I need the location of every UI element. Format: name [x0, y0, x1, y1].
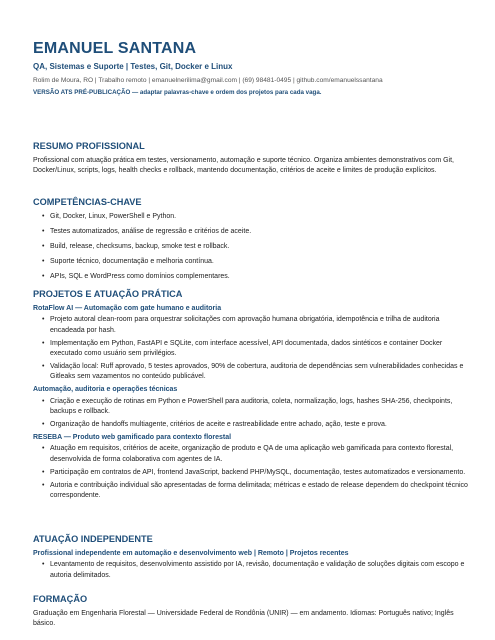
candidate-tagline: QA, Sistemas e Suporte | Testes, Git, Docker e Linux	[33, 62, 233, 71]
skill-item: • Git, Docker, Linux, PowerShell e Python.	[33, 212, 469, 222]
project-name: RotaFlow AI — Automação com gate humano e auditoria	[33, 305, 222, 312]
resume-content	[33, 39, 469, 628]
independent-bullet: • Levantamento de requisitos, desenvolvimento assistido por IA, revisão, documentação e validação de soluções digitais com escopo e autoria delimitados.	[33, 560, 469, 581]
project-name: Automação, auditoria e operações técnicas	[33, 386, 178, 394]
skill-item: • Testes automatizados, análise de regressão e critérios de aceite.	[33, 227, 469, 237]
skills-section	[33, 196, 469, 287]
skill-item: • Suporte técnico, documentação e melhoria contínua.	[33, 257, 469, 267]
projects-section	[33, 288, 469, 504]
summary-title: RESUMO PROFISSIONAL	[33, 141, 145, 151]
skills-title: COMPETÊNCIAS-CHAVE	[33, 197, 142, 207]
independent-section	[33, 533, 469, 584]
project-bullets	[33, 315, 469, 382]
project-automation	[33, 385, 469, 430]
summary-section	[33, 140, 469, 177]
education-text: Graduação em Engenharia Florestal — Universidade Federal de Rondônia (UNIR) — em andamento. Idiomas: Português nativo; Inglês básico.	[33, 610, 454, 628]
skill-item: • Build, release, checksums, backup, smoke test e rollback.	[33, 242, 469, 252]
independent-bullets	[33, 560, 469, 581]
independent-title: ATUAÇÃO INDEPENDENTE	[33, 534, 153, 544]
resume-header	[33, 39, 469, 97]
skills-list	[33, 212, 469, 282]
project-bullet: • Validação local: Ruff aprovado, 5 testes aprovados, 90% de cobertura, auditoria de dependências sem vulnerabilidades conhecidas e Gitleaks sem vazamentos no conteúdo publicável.	[33, 362, 469, 383]
summary-text: Profissional com atuação prática em testes, versionamento, automação e suporte técnico. Organiza ambientes demonstrativos com Git, Docker/Linux, scripts, logs, health checks e rollback, mantendo documentação, critérios de aceite e limites de produção explícitos.	[33, 157, 454, 175]
version-note: VERSÃO ATS PRÉ-PUBLICAÇÃO — adaptar palavras-chave e ordem dos projetos para cada vaga.	[33, 89, 322, 96]
projects-title: PROJETOS E ATUAÇÃO PRÁTICA	[33, 289, 183, 299]
project-bullet: • Autoria e contribuição individual são apresentadas de forma delimitada; métricas e estado de release dependem do checkpoint técnico correspondente.	[33, 481, 469, 502]
project-bullet: • Projeto autoral clean-room para orquestrar solicitações com aprovação humana obrigatória, idempotência e trilha de auditoria encadeada por hash.	[33, 315, 469, 336]
project-reseba	[33, 433, 469, 501]
project-bullet: • Participação em contratos de API, frontend JavaScript, backend PHP/MySQL, documentação, testes automatizados e versionamento.	[33, 468, 469, 478]
education-title: FORMAÇÃO	[33, 594, 88, 604]
project-bullets	[33, 397, 469, 431]
independent-role: Profissional independente em automação e desenvolvimento web | Remoto | Projetos recentes	[33, 550, 349, 557]
project-bullet: • Criação e execução de rotinas em Python e PowerShell para auditoria, coleta, normalização, logs, hashes SHA-256, checkpoints, backups e rollback.	[33, 397, 469, 418]
education-section	[33, 593, 469, 630]
project-bullet: • Organização de handoffs multiagente, critérios de aceite e rastreabilidade entre achado, ação, teste e prova.	[33, 420, 469, 430]
project-rotaflow	[33, 304, 469, 383]
project-bullet: • Implementação em Python, FastAPI e SQLite, com interface acessível, API documentada, dados sintéticos e container Docker executado como usuário sem privilégios.	[33, 339, 469, 360]
candidate-name: EMANUEL SANTANA	[33, 40, 197, 57]
project-bullet: • Atuação em requisitos, critérios de aceite, organização de produto e QA de uma aplicação web gamificada para contexto florestal, desenvolvida de forma colaborativa com agentes de IA.	[33, 444, 469, 465]
project-name: RESEBA — Produto web gamificado para contexto florestal	[33, 433, 232, 441]
contact-line: Rolim de Moura, RO | Trabalho remoto | emanuelnerilima@gmail.com | (69) 98481-0495 | github.com/emanuelssantana	[33, 77, 383, 84]
project-bullets	[33, 444, 469, 501]
skill-item: • APIs, SQL e WordPress como domínios complementares.	[33, 272, 469, 282]
